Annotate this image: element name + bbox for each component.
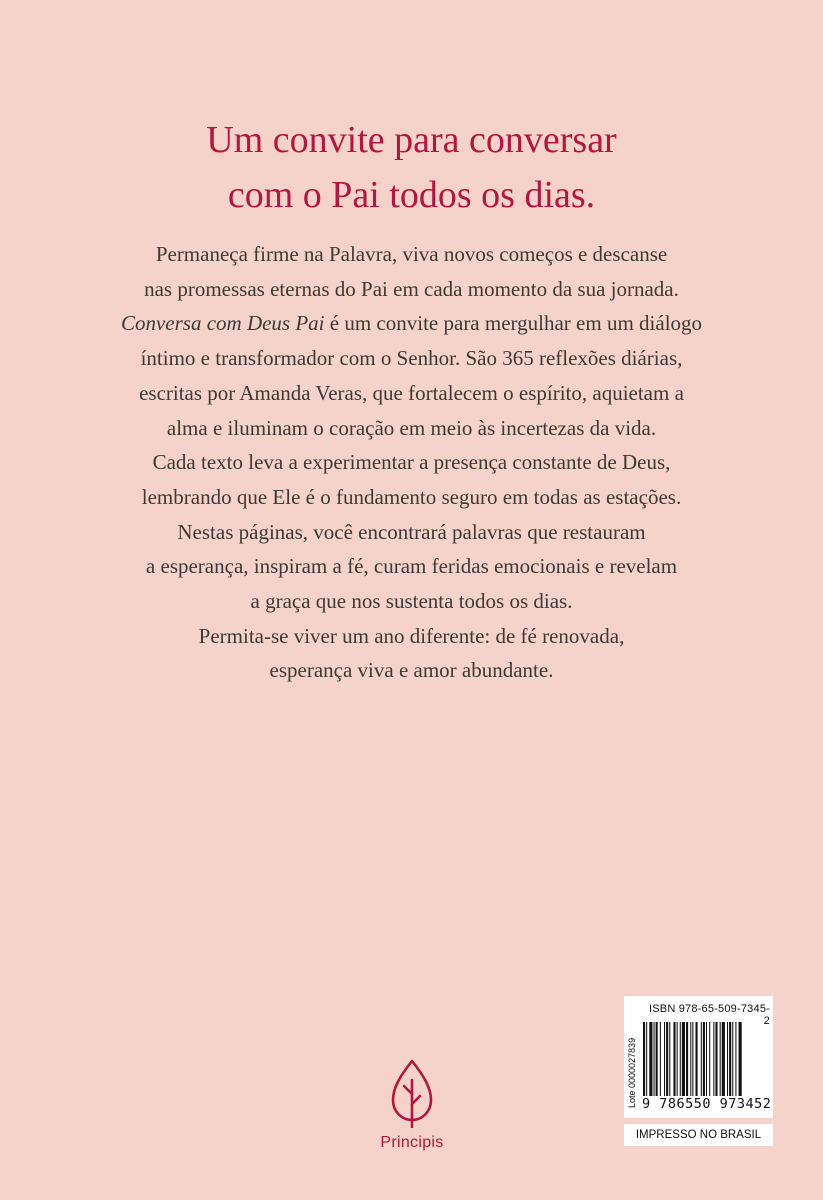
headline — [0, 113, 823, 223]
synopsis-line: esperança viva e amor abundante. — [269, 658, 554, 683]
synopsis-line: íntimo e transformador com o Senhor. São 365 reflexões diárias, — [140, 346, 683, 371]
isbn: ISBN 978-65-509-7345-2 — [649, 1003, 770, 1027]
barcode-digits: 9 786550 973452 — [642, 1096, 772, 1112]
synopsis-line: Permaneça firme na Palavra, viva novos começos e descanse — [155, 242, 668, 266]
synopsis — [0, 237, 823, 688]
synopsis-line: a esperança, inspiram a fé, curam feridas emocionais e revelam — [145, 554, 678, 579]
leaf-icon — [390, 1058, 434, 1128]
headline-line-2: com o Pai todos os dias. — [227, 174, 596, 216]
book-title: Conversa com Deus Pai — [120, 311, 325, 336]
synopsis-line: Nestas páginas, você encontrará palavras que restauram — [177, 519, 646, 544]
synopsis-line: a graça que nos sustenta todos os dias. — [250, 589, 573, 614]
lote-number: Lote 0000027839 — [627, 1037, 637, 1108]
synopsis-line-rest: é um convite para mergulhar em um diálogo — [324, 311, 703, 336]
synopsis-line: lembrando que Ele é o fundamento seguro em todas as estações. — [141, 484, 682, 509]
synopsis-line: Permita-se viver um ano diferente: de fé renovada, — [198, 623, 625, 648]
publisher-name: Principis — [380, 1134, 444, 1151]
barcode-bars — [643, 1022, 771, 1102]
headline-line-1: Um convite para conversar — [206, 119, 617, 161]
synopsis-line: nas promessas eternas do Pai em cada momento da sua jornada. — [144, 276, 679, 301]
synopsis-line: escritas por Amanda Veras, que fortalecem o espírito, aquietam a — [139, 380, 684, 405]
synopsis-line: Cada texto leva a experimentar a presença constante de Deus, — [152, 450, 671, 475]
synopsis-line: alma e iluminam o coração em meio às incertezas da vida. — [166, 415, 657, 440]
imprint-label: IMPRESSO NO BRASIL — [624, 1124, 773, 1146]
publisher-logo — [380, 1058, 444, 1178]
barcode — [624, 996, 773, 1118]
synopsis-line — [0, 306, 823, 341]
